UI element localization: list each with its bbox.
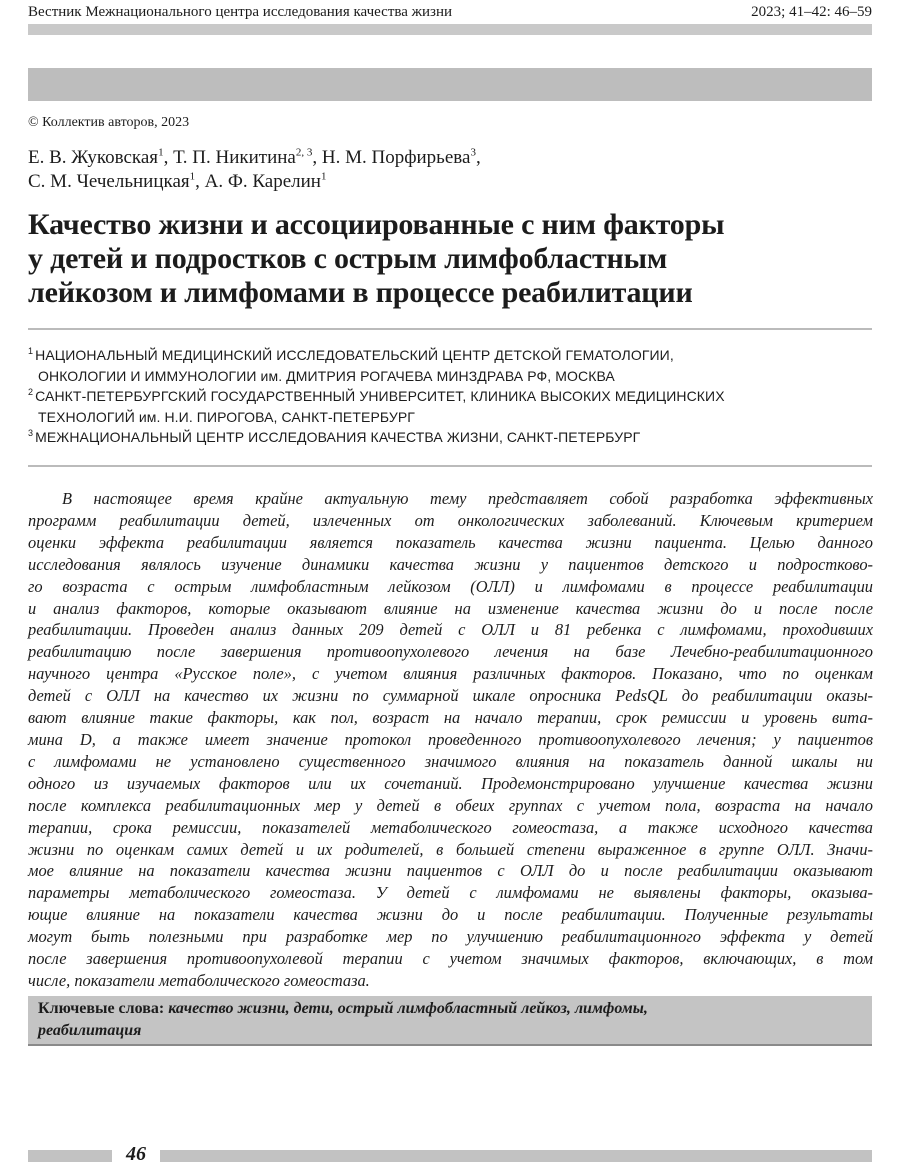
article-title [28, 208, 878, 310]
title-line: у детей и подростков с острым лимфобластным [28, 242, 668, 275]
author-name: Е. В. Жуковская [28, 147, 159, 168]
affiliation-item: $^2$ САНКТ-ПЕТЕРБУРГСКИЙ ГОСУДАРСТВЕННЫЙ УНИВЕРСИТЕТ, КЛИНИКА ВЫСОКИХ МЕДИЦИНСКИХ [28, 387, 725, 404]
abstract-line: вают влияние такие факторы, как пол, возраст на начало терапии, срок ремиссии и уровень вита- [28, 708, 873, 728]
abstract-line: реабилитацию после завершения противоопухолевого лечения на базе Лечебно-реабилитационного [28, 642, 873, 662]
abstract-line: ющие влияние на показатели качества жизни до и после реабилитации. Полученные результаты [28, 905, 873, 925]
abstract-line: мина D, а также имеет значение протокол проведенного противоопухолевого лечения; у пациентов [28, 729, 873, 749]
abstract-line: после комплекса реабилитационных мер у детей в обеих группах с учетом пола, возраста на начало [28, 795, 873, 815]
abstract-line: детей с ОЛЛ на качество их жизни по суммарной шкале опросника PedsQL до реабилитации оказы- [28, 686, 873, 706]
header-rule [28, 24, 872, 35]
abstract-line: го возраста с острым лимфобластным лейкозом (ОЛЛ) и лимфомами в процессе реабилитации [28, 576, 873, 596]
affiliation-item: $^1$ НАЦИОНАЛЬНЫЙ МЕДИЦИНСКИЙ ИССЛЕДОВАТЕЛЬСКИЙ ЦЕНТР ДЕТСКОЙ ГЕМАТОЛОГИИ, [28, 346, 674, 363]
abstract-line: параметры метаболического гомеостаза. У детей с лимфомами не выявлены факторы, оказыва- [28, 883, 873, 903]
abstract-line: могут быть полезными при разработке мер по улучшению реабилитационного эффекта у детей [28, 927, 873, 947]
author-name: Н. М. Порфирьева [321, 147, 471, 168]
affiliation-divider [28, 465, 872, 467]
affiliation-item: $^3$ МЕЖНАЦИОНАЛЬНЫЙ ЦЕНТР ИССЛЕДОВАНИЯ КАЧЕСТВА ЖИЗНИ, САНКТ-ПЕТЕРБУРГ [28, 428, 641, 445]
author-list: Е. В. Жуковская$^1$, Т. П. Никитина$^{2, 3}$, Н. М. Порфирьева$^3$, С. М. Чечельницкая$^1$, А. Ф. Карелин$^1$ [28, 146, 481, 192]
author-name: А. Ф. Карелин [204, 171, 321, 192]
author-affiliation-mark: 1 [320, 170, 327, 183]
author-affiliation-mark: 3 [470, 146, 476, 159]
copyright-line: © Коллектив авторов, 2023 [28, 115, 190, 130]
abstract-line: жизни по оценкам самих детей и их родителей, в большей степени выраженное в группе ОЛЛ. Значи- [28, 839, 873, 859]
abstract-line: оценки эффекта реабилитации является показатель качества жизни пациента. Целью данного [28, 532, 873, 552]
abstract-line: программ реабилитации детей, излеченных от онкологических заболеваний. Ключевым критерием [28, 510, 873, 530]
title-line: лейкозом и лимфомами в процессе реабилитации [28, 276, 693, 309]
affiliation-item-continued: ТЕХНОЛОГИЙ им. Н.И. ПИРОГОВА, САНКТ-ПЕТЕРБУРГ [38, 408, 415, 425]
abstract-line: и анализ факторов, которые оказывают влияние на изменение качества жизни до и после после [28, 598, 873, 618]
abstract-line: научного центра «Русское поле», с учетом влияния различных факторов. Показано, что по оценкам [28, 664, 873, 684]
affiliation-list [28, 345, 878, 448]
author-affiliation-mark: 1 [189, 170, 196, 183]
keywords-label: Ключевые слова: [38, 1000, 165, 1017]
abstract-line: мое влияние на показатели качества жизни пациентов с ОЛЛ до и после реабилитации оказывают [28, 861, 873, 881]
abstract-line: после завершения противоопухолевой терапии с учетом значимых факторов, включающих, в том [28, 949, 873, 969]
keywords-list-continued: реабилитация [38, 1022, 142, 1039]
issue-pages: 2023; 41–42: 46–59 [751, 4, 872, 20]
abstract-line: В настоящее время крайне актуальную тему представляет собой разработка эффективных [62, 489, 873, 508]
author-affiliation-mark: 1 [158, 146, 164, 159]
abstract-line: реабилитации. Проведен анализ данных 209 детей с ОЛЛ и 81 ребенка с лимфомами, проходивших [28, 620, 873, 640]
author-name: С. М. Чечельницкая [28, 171, 190, 192]
affiliation-item-continued: ОНКОЛОГИИ И ИММУНОЛОГИИ им. ДМИТРИЯ РОГАЧЕВА МИНЗДРАВА РФ, МОСКВА [38, 367, 615, 384]
running-header [28, 0, 872, 22]
abstract-line: одного из изучаемых факторов или их сочетаний. Продемонстрировано улучшение качества жизни [28, 773, 873, 793]
keywords-box [28, 996, 872, 1046]
title-line: Качество жизни и ассоциированные с ним факторы [28, 208, 725, 241]
page-number: 46 [112, 1141, 160, 1167]
title-divider [28, 328, 872, 330]
journal-name: Вестник Межнационального центра исследования качества жизни [28, 4, 453, 20]
abstract-line: исследования являлось изучение динамики качества жизни у пациентов детского и подростково- [28, 554, 873, 574]
abstract-line: терапии, срока ремиссии, показателей метаболического гомеостаза, а также исходного качества [28, 817, 873, 837]
abstract-line: числе, показатели метаболического гомеостаза. [28, 970, 370, 990]
abstract-line: с лимфомами не установлено существенного значимого влияния на показатель данной шкалы ни [28, 751, 873, 771]
author-affiliation-mark: 2, 3 [295, 146, 313, 159]
abstract [28, 488, 873, 992]
author-name: Т. П. Никитина [173, 147, 296, 168]
gray-band [28, 68, 872, 101]
keywords-list: качество жизни, дети, острый лимфобластный лейкоз, лимфомы, [168, 1000, 648, 1017]
